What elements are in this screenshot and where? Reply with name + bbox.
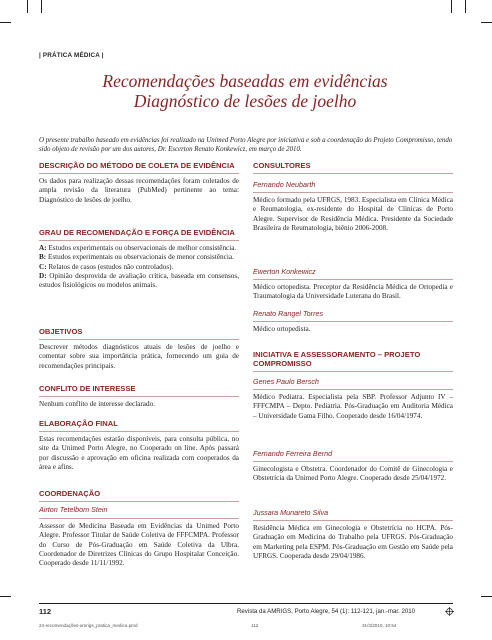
coordenacao-text: Assessor de Medicina Baseada em Evidências da Unimed Porto Alegre. Professor Titular de Saúde Coletiva de FFFCMPA. Professor do Curso de Pós-Graduação em Saúde Coletiva da Ulbra. Coordenador de Diretrizes Clínicas do Grupo Hospitalar Conceição. Cooperado desde 11/11/1992. [39, 522, 239, 568]
right-column-consultor-3 [253, 309, 453, 334]
divider [253, 321, 453, 322]
consultor-text: Médico ortopedista. Preceptor da Residência Médica de Ortopedia e Traumatologia da Universidade Luterana do Brasil. [253, 283, 453, 301]
divider [253, 371, 453, 372]
grau-item-c: C: Relatos de casos (estudos não controlados). [39, 262, 174, 271]
iniciativa-text: Residência Médica em Ginecologia e Obstetrícia no HCPA. Pós-Graduação em Medicina do Trabalho pela UFRGS. Pós-Graduação em Marketing pela ESPM. Pós-Graduação em Gestão em Saúde pela UFRGS. Cooperada desde 29/04/1986. [253, 524, 453, 560]
crop-mark [0, 596, 11, 597]
slug-date: 31/3/2010, 10:54 [362, 623, 397, 628]
left-column-objetivos [39, 327, 239, 371]
page-number: 112 [39, 607, 52, 616]
left-column-elaboracao [39, 419, 239, 472]
consultor-text: Médico ortopedista. [253, 325, 311, 333]
left-column [39, 161, 239, 205]
iniciativa-name: Jussara Munareto Silva [253, 508, 329, 517]
iniciativa-name: Fernando Ferreira Bernd [253, 449, 333, 458]
divider [253, 520, 453, 521]
left-column-grau [39, 228, 239, 290]
left-column-conflito [39, 384, 239, 409]
metodo-text: Os dados para realização dessas recomendações foram coletados de ampla revisão da literatura (PubMed) pertinente ao tema: Diagnóstico de lesões de joelho. [39, 177, 239, 204]
crop-mark [465, 0, 466, 13]
consultor-name: Fernando Neubarth [253, 180, 316, 189]
conflito-text: Nenhum conflito de interesse declarado. [39, 400, 155, 408]
slug-page: 112 [251, 623, 259, 628]
divider [39, 240, 239, 241]
divider [253, 461, 453, 462]
coordenacao-name: Airton Tetelbom Stein [39, 505, 108, 514]
right-column-iniciativa-2 [253, 449, 453, 484]
crop-mark [481, 22, 492, 23]
divider [39, 339, 239, 340]
divider [253, 389, 453, 390]
consultor-text: Médico formado pela UFRGS, 1983. Especialista em Clínica Médica e Reumatologia, ex-residente do Hospital de Clínicas de Porto Alegre. Supervisor de Residência Médica. Presidente da Sociedade Brasileira de Reumatologia, biênio 2006-2008. [253, 196, 453, 232]
crop-mark [451, 0, 452, 13]
slug-filename: 24-recomendações-amrigs_pratica_medica.pmd [39, 623, 138, 628]
iniciativa-text: Ginecologista e Obstetra. Coordenador do Comitê de Ginecologia e Obstetrícia da Unimed Porto Alegre. Cooperado desde 25/04/1972. [253, 465, 453, 483]
consultor-name: Ewerton Konkewicz [253, 267, 316, 276]
divider [39, 396, 239, 397]
iniciativa-text: Médico Pediatra. Especialista pela SBP. Professor Adjunto IV – FFFCMPA – Depto. Pediatria. Pós-Graduação em Auditoria Médica – Universidade Gama Filho. Cooperado desde 16/04/1974. [253, 393, 453, 420]
heading-objetivos: OBJETIVOS [39, 327, 83, 336]
consultor-name: Renato Rangel Torres [253, 309, 324, 318]
crop-mark [0, 22, 11, 23]
grau-item-b: B: Estudos experimentais ou observacionais de menor consistência. [39, 253, 234, 262]
divider [39, 518, 239, 519]
article-subtitle: Diagnóstico de lesões de joelho [133, 91, 357, 111]
article-title: Recomendações baseadas em evidências [102, 71, 388, 91]
heading-conflito: CONFLITO DE INTERESSE [39, 384, 136, 393]
heading-metodo: DESCRIÇÃO DO MÉTODO DE COLETA DE EVIDÊNCIA [39, 161, 235, 170]
right-column-iniciativa-3 [253, 508, 453, 561]
heading-grau: GRAU DE RECOMENDAÇÃO E FORÇA DE EVIDÊNCIA [39, 228, 235, 237]
right-column-iniciativa [253, 350, 453, 421]
heading-elaboracao: ELABORAÇÃO FINAL [39, 419, 118, 428]
footer-rule [39, 603, 453, 604]
crop-mark [41, 0, 42, 13]
section-tag: | PRÁTICA MÉDICA | [39, 52, 104, 59]
intro-paragraph: O presente trabalho baseado em evidências foi realizado na Unimed Porto Alegre por iniciativa e sob a coordenação do Projeto Compromisso, tendo sido objeto de revisão por um dos autores, Dr. Escerton Renato Konkewicz, em março de 2010. [39, 136, 453, 154]
heading-coordenacao: COORDENAÇÃO [39, 489, 101, 498]
divider [253, 279, 453, 280]
divider [39, 501, 239, 502]
divider [39, 173, 239, 174]
heading-consultores: CONSULTORES [253, 161, 311, 170]
objetivos-text: Descrever métodos diagnósticos atuais de lesões de joelho e comentar sobre sua importância prática, fornecendo um guia de recomendações principais. [39, 343, 239, 370]
left-column-coordenacao [39, 489, 239, 568]
right-column-consultor-2 [253, 267, 453, 302]
elaboracao-text: Estas recomendações estarão disponíveis, para consulta pública, no site da Unimed Porto Alegre, no Cooperado on line. Após passará por discussão e aprovação em oficina realizada com cooperados da área e afins. [39, 435, 239, 471]
divider [253, 173, 453, 174]
registration-mark-icon [445, 607, 454, 616]
divider [253, 192, 453, 193]
right-column-consultores [253, 161, 453, 233]
journal-citation: Revista da AMRIGS, Porto Alegre, 54 (1): 112-121, jan.-mar. 2010 [237, 608, 416, 615]
crop-mark [481, 596, 492, 597]
crop-mark [27, 0, 28, 13]
divider [39, 431, 239, 432]
iniciativa-name: Genes Paulo Bersch [253, 377, 319, 386]
grau-item-d: D: Opinião desprovida de avaliação crítica, baseada em consensos, estudos fisiológicos ou modelos animais. [39, 271, 239, 290]
heading-iniciativa: INICIATIVA E ASSESSORAMENTO – PROJETO COMPROMISSO [253, 350, 421, 368]
grau-item-a: A: Estudos experimentais ou observacionais de melhor consistência. [39, 244, 237, 252]
